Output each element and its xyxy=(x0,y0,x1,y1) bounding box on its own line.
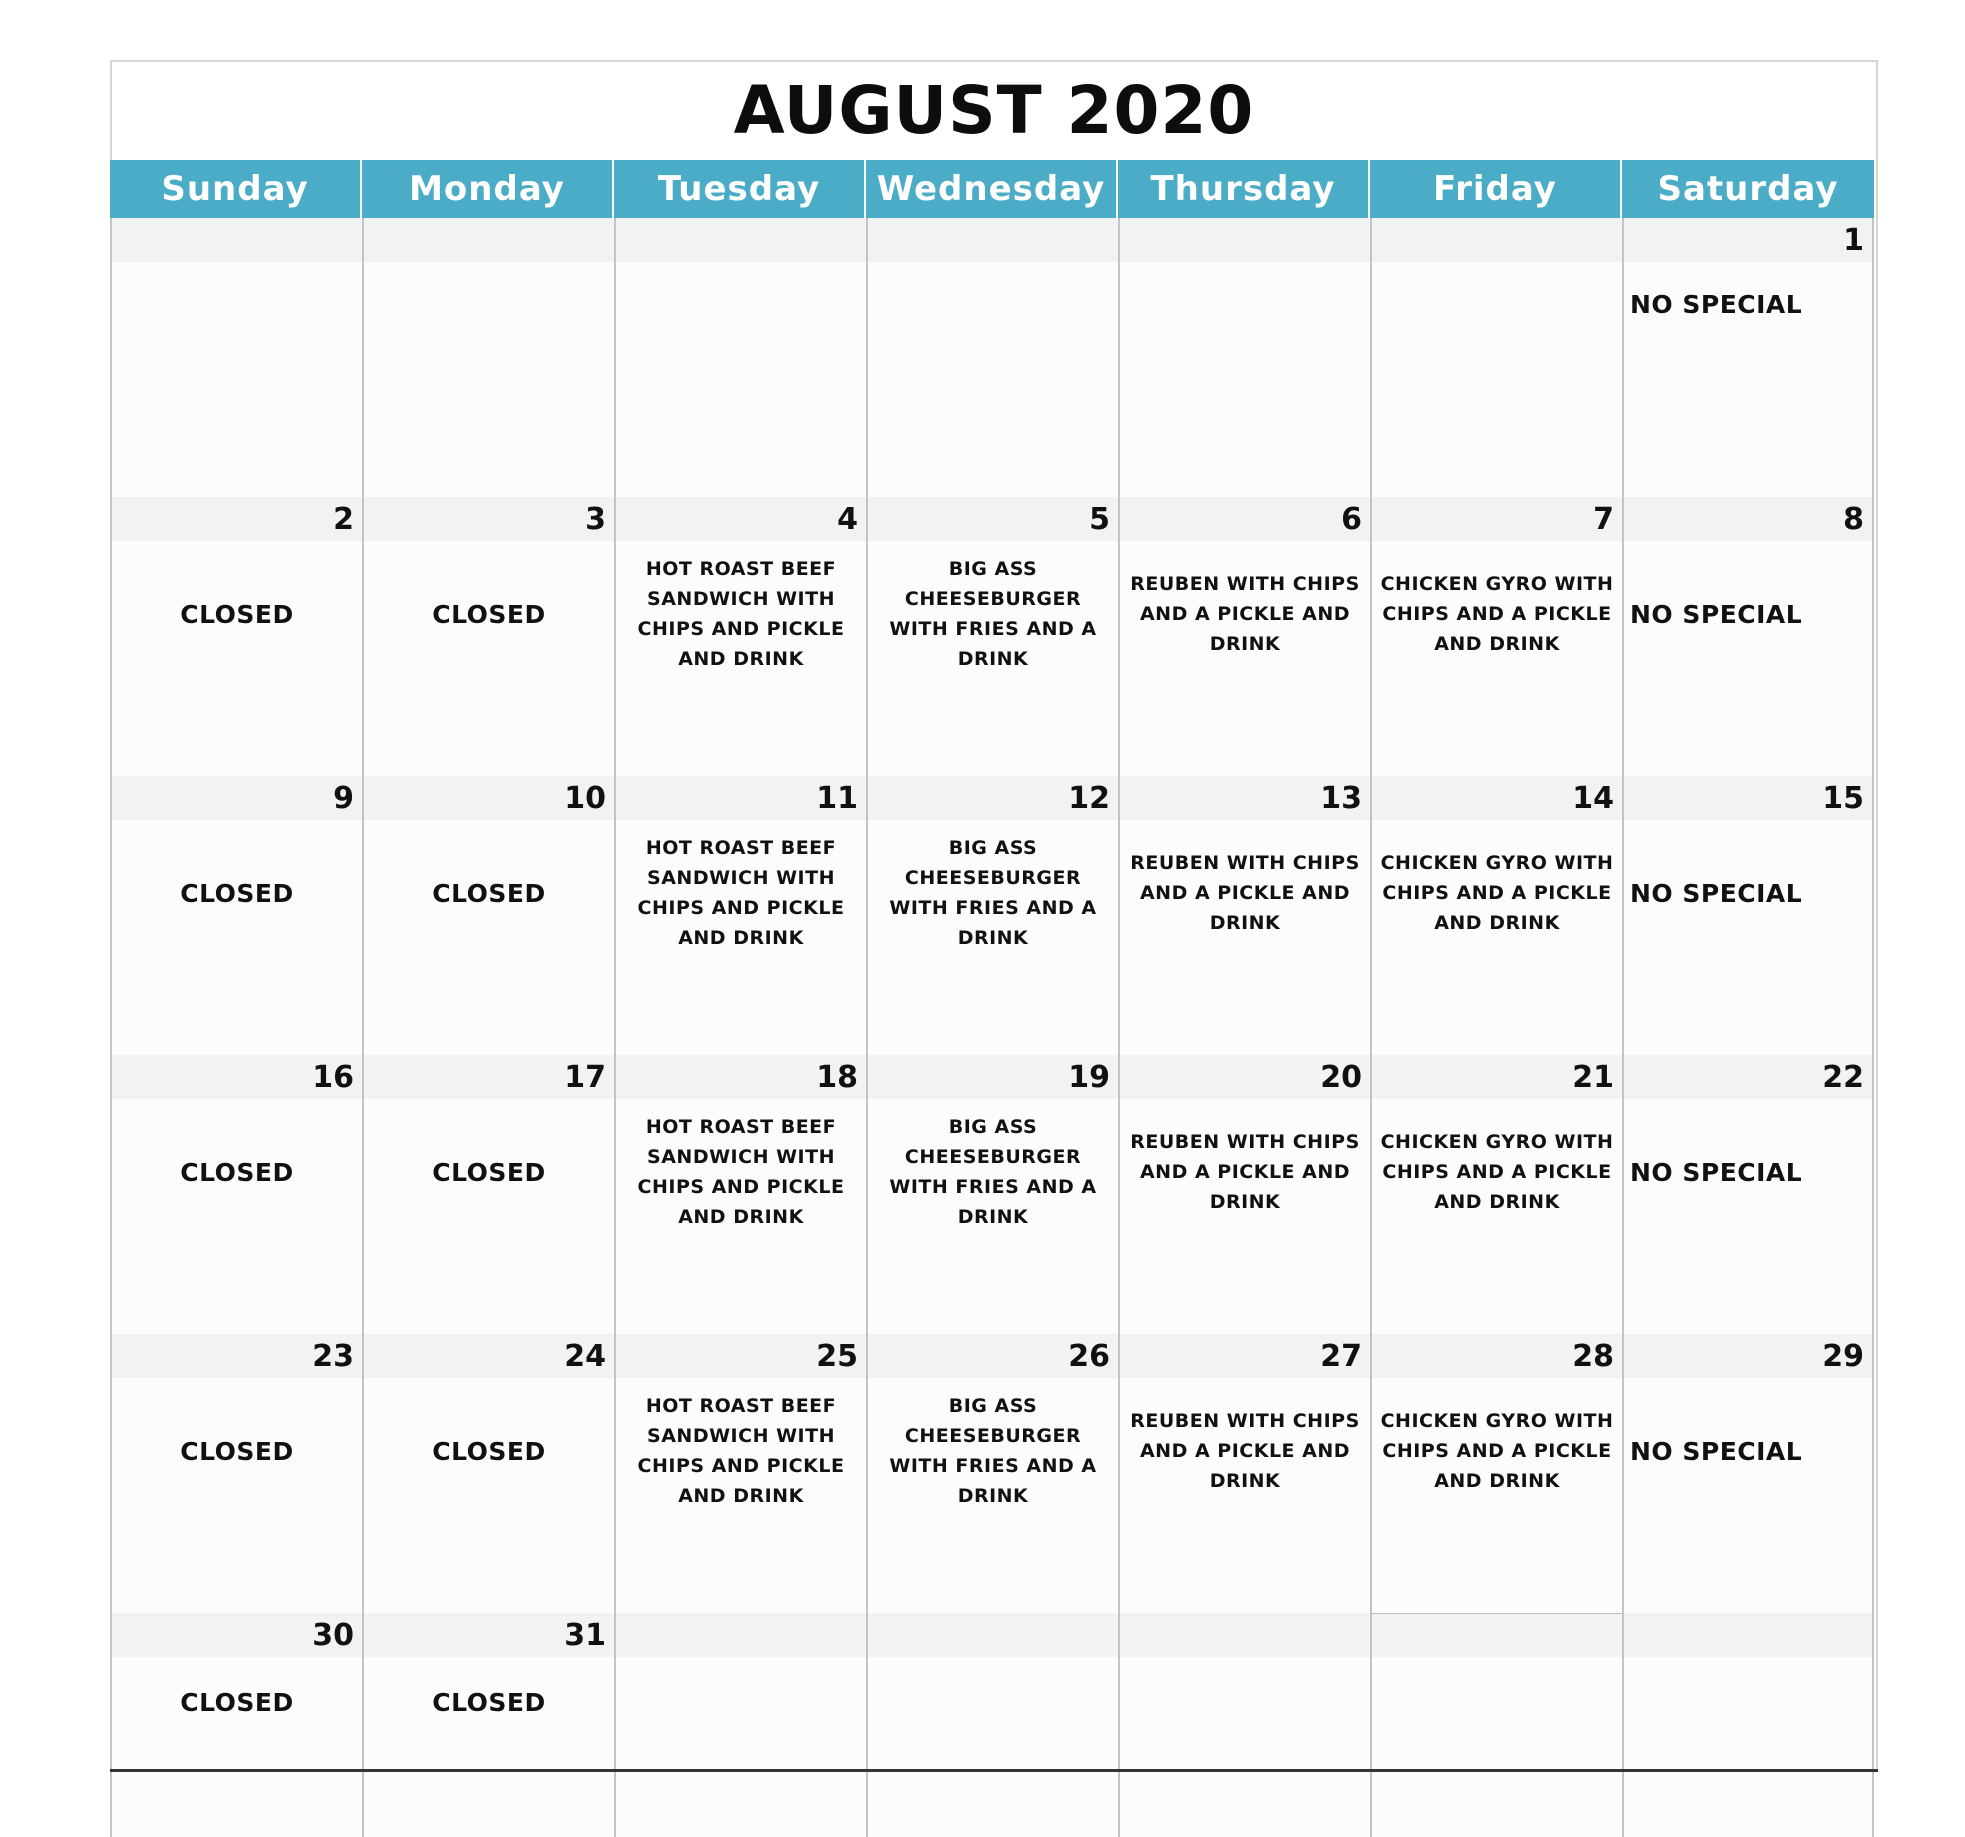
week-row xyxy=(110,1334,1880,1613)
date-number: 8 xyxy=(1624,497,1872,541)
day-cell[interactable] xyxy=(110,1613,362,1837)
special-text xyxy=(1120,1657,1370,1747)
closed-label: CLOSED xyxy=(180,1687,294,1717)
day-cell[interactable] xyxy=(110,776,362,1055)
day-cell[interactable] xyxy=(614,218,866,497)
day-cell[interactable] xyxy=(362,218,614,497)
day-cell[interactable] xyxy=(866,218,1118,497)
closed-label: CLOSED xyxy=(432,1687,546,1717)
special-text: BIG ASS CHEESEBURGER WITH FRIES AND A DRINK xyxy=(889,1395,1097,1507)
date-number xyxy=(1372,218,1622,262)
day-cell[interactable] xyxy=(1370,1055,1622,1334)
day-cell[interactable] xyxy=(614,1613,866,1837)
day-cell[interactable] xyxy=(1622,218,1874,497)
date-number xyxy=(1120,218,1370,262)
day-cell[interactable] xyxy=(362,1055,614,1334)
week-row xyxy=(110,218,1880,497)
special-text xyxy=(1120,262,1370,408)
special-text: BIG ASS CHEESEBURGER WITH FRIES AND A DRINK xyxy=(889,558,1097,670)
date-number: 16 xyxy=(112,1055,362,1099)
date-number xyxy=(868,1613,1118,1657)
special-text: BIG ASS CHEESEBURGER WITH FRIES AND A DRINK xyxy=(889,837,1097,949)
date-number: 24 xyxy=(364,1334,614,1378)
special-text: REUBEN WITH CHIPS AND A PICKLE AND DRINK xyxy=(1130,573,1360,655)
special-text: BIG ASS CHEESEBURGER WITH FRIES AND A DRINK xyxy=(889,1116,1097,1228)
day-cell[interactable] xyxy=(1118,1613,1370,1837)
date-number: 17 xyxy=(364,1055,614,1099)
day-cell[interactable] xyxy=(362,1334,614,1613)
day-cell[interactable] xyxy=(1370,497,1622,776)
day-cell[interactable] xyxy=(1622,776,1874,1055)
date-number: 4 xyxy=(616,497,866,541)
day-cell[interactable] xyxy=(614,1334,866,1613)
week-row xyxy=(110,1055,1880,1334)
week-row xyxy=(110,776,1880,1055)
day-cell[interactable] xyxy=(1370,1613,1622,1837)
date-number: 13 xyxy=(1120,776,1370,820)
day-cell[interactable] xyxy=(866,1613,1118,1837)
date-number: 7 xyxy=(1372,497,1622,541)
date-number xyxy=(1120,1613,1370,1657)
day-cell[interactable] xyxy=(362,776,614,1055)
day-cell[interactable] xyxy=(614,1055,866,1334)
day-cell[interactable] xyxy=(1118,776,1370,1055)
special-text: CHICKEN GYRO WITH CHIPS AND A PICKLE AND DRINK xyxy=(1380,1410,1614,1492)
closed-label: CLOSED xyxy=(432,878,546,908)
date-number: 20 xyxy=(1120,1055,1370,1099)
day-cell[interactable] xyxy=(1370,218,1622,497)
day-cell[interactable] xyxy=(1622,497,1874,776)
date-number: 2 xyxy=(112,497,362,541)
closed-label: CLOSED xyxy=(180,878,294,908)
special-text: HOT ROAST BEEF SANDWICH WITH CHIPS AND PICKLE AND DRINK xyxy=(637,558,845,670)
day-cell[interactable] xyxy=(1118,497,1370,776)
week-row xyxy=(110,1613,1880,1837)
bottom-rule xyxy=(110,1769,1878,1772)
closed-label: CLOSED xyxy=(180,1157,294,1187)
special-text: CHICKEN GYRO WITH CHIPS AND A PICKLE AND DRINK xyxy=(1380,852,1614,934)
day-cell[interactable] xyxy=(110,218,362,497)
week-row xyxy=(110,497,1880,776)
no-special-label: NO SPECIAL xyxy=(1630,878,1803,908)
special-text: HOT ROAST BEEF SANDWICH WITH CHIPS AND PICKLE AND DRINK xyxy=(637,1395,845,1507)
date-number xyxy=(616,218,866,262)
no-special-label: NO SPECIAL xyxy=(1630,599,1803,629)
date-number: 10 xyxy=(364,776,614,820)
weekday-header-monday: Monday xyxy=(362,160,614,218)
no-special-label: NO SPECIAL xyxy=(1630,1157,1803,1187)
date-number: 15 xyxy=(1624,776,1872,820)
special-text: REUBEN WITH CHIPS AND A PICKLE AND DRINK xyxy=(1130,1131,1360,1213)
date-number: 19 xyxy=(868,1055,1118,1099)
date-number xyxy=(1372,1613,1622,1657)
date-number: 5 xyxy=(868,497,1118,541)
date-number xyxy=(616,1613,866,1657)
date-number: 21 xyxy=(1372,1055,1622,1099)
day-cell[interactable] xyxy=(614,776,866,1055)
special-text xyxy=(616,1657,866,1747)
special-text: HOT ROAST BEEF SANDWICH WITH CHIPS AND PICKLE AND DRINK xyxy=(637,837,845,949)
day-cell[interactable] xyxy=(1370,776,1622,1055)
special-text xyxy=(868,262,1118,408)
special-text xyxy=(616,262,866,408)
day-cell[interactable] xyxy=(1118,1055,1370,1334)
date-number xyxy=(1624,1613,1872,1657)
date-number: 29 xyxy=(1624,1334,1872,1378)
special-text xyxy=(1624,1657,1872,1747)
date-number: 11 xyxy=(616,776,866,820)
date-number: 25 xyxy=(616,1334,866,1378)
date-number: 14 xyxy=(1372,776,1622,820)
date-number xyxy=(364,218,614,262)
special-text: CHICKEN GYRO WITH CHIPS AND A PICKLE AND DRINK xyxy=(1380,1131,1614,1213)
no-special-label: NO SPECIAL xyxy=(1630,1436,1803,1466)
closed-label: CLOSED xyxy=(432,1157,546,1187)
date-number: 1 xyxy=(1624,218,1872,262)
date-number: 9 xyxy=(112,776,362,820)
date-number: 23 xyxy=(112,1334,362,1378)
closed-label: CLOSED xyxy=(180,599,294,629)
date-number: 6 xyxy=(1120,497,1370,541)
special-text xyxy=(112,262,362,408)
date-number: 27 xyxy=(1120,1334,1370,1378)
date-number: 30 xyxy=(112,1613,362,1657)
day-cell[interactable] xyxy=(362,1613,614,1837)
date-number: 18 xyxy=(616,1055,866,1099)
closed-label: CLOSED xyxy=(180,1436,294,1466)
day-cell[interactable] xyxy=(614,497,866,776)
day-cell[interactable] xyxy=(110,1055,362,1334)
special-text: REUBEN WITH CHIPS AND A PICKLE AND DRINK xyxy=(1130,1410,1360,1492)
date-number: 22 xyxy=(1624,1055,1872,1099)
date-number: 31 xyxy=(364,1613,614,1657)
day-cell[interactable] xyxy=(1622,1055,1874,1334)
calendar-title: AUGUST 2020 xyxy=(733,72,1255,149)
day-cell[interactable] xyxy=(866,497,1118,776)
weekday-header-saturday: Saturday xyxy=(1622,160,1874,218)
day-cell[interactable] xyxy=(866,1334,1118,1613)
day-cell[interactable] xyxy=(362,497,614,776)
calendar xyxy=(110,60,1878,1772)
special-text xyxy=(868,1657,1118,1747)
day-cell[interactable] xyxy=(1622,1334,1874,1613)
date-number: 28 xyxy=(1372,1334,1622,1378)
day-cell[interactable] xyxy=(1622,1613,1874,1837)
day-cell[interactable] xyxy=(866,1055,1118,1334)
special-text xyxy=(1372,262,1622,408)
cell-divider xyxy=(1372,1613,1622,1614)
date-number xyxy=(112,218,362,262)
special-text: REUBEN WITH CHIPS AND A PICKLE AND DRINK xyxy=(1130,852,1360,934)
weekday-header-row xyxy=(110,160,1880,218)
day-cell[interactable] xyxy=(866,776,1118,1055)
date-number: 3 xyxy=(364,497,614,541)
date-number xyxy=(868,218,1118,262)
special-text xyxy=(1372,1657,1622,1747)
weekday-header-sunday: Sunday xyxy=(110,160,362,218)
date-number: 12 xyxy=(868,776,1118,820)
day-cell[interactable] xyxy=(110,497,362,776)
day-cell[interactable] xyxy=(110,1334,362,1613)
calendar-grid xyxy=(110,218,1880,1837)
special-text: HOT ROAST BEEF SANDWICH WITH CHIPS AND PICKLE AND DRINK xyxy=(637,1116,845,1228)
day-cell[interactable] xyxy=(1370,1334,1622,1613)
weekday-header-tuesday: Tuesday xyxy=(614,160,866,218)
weekday-header-wednesday: Wednesday xyxy=(866,160,1118,218)
day-cell[interactable] xyxy=(1118,1334,1370,1613)
closed-label: CLOSED xyxy=(432,1436,546,1466)
weekday-header-thursday: Thursday xyxy=(1118,160,1370,218)
closed-label: CLOSED xyxy=(432,599,546,629)
special-text: CHICKEN GYRO WITH CHIPS AND A PICKLE AND DRINK xyxy=(1380,573,1614,655)
weekday-header-friday: Friday xyxy=(1370,160,1622,218)
special-text xyxy=(364,262,614,408)
date-number: 26 xyxy=(868,1334,1118,1378)
day-cell[interactable] xyxy=(1118,218,1370,497)
no-special-label: NO SPECIAL xyxy=(1630,290,1803,319)
